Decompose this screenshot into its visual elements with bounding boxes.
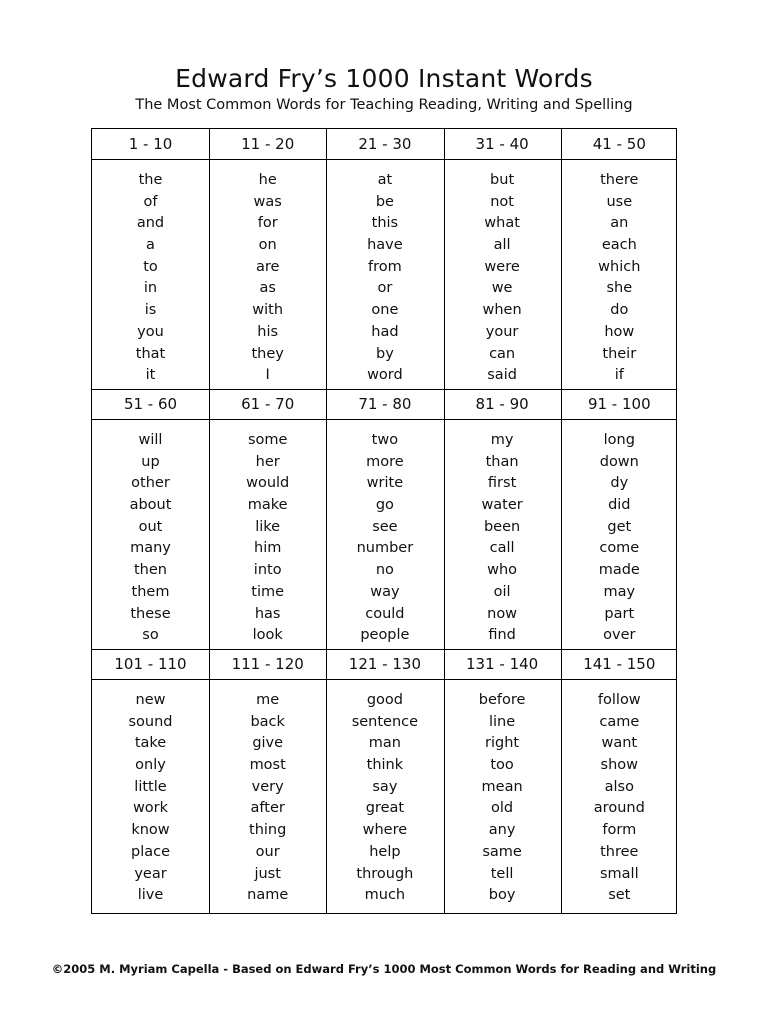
- word-item: a: [146, 237, 155, 254]
- word-item: would: [246, 475, 290, 492]
- word-item: at: [377, 172, 393, 188]
- word-item: that: [135, 345, 166, 362]
- word-item: it: [145, 367, 156, 384]
- word-item: came: [599, 713, 640, 730]
- word-column: [92, 690, 209, 907]
- word-item: in: [143, 280, 158, 297]
- word-item: each: [601, 237, 637, 254]
- word-item: know: [131, 822, 170, 839]
- word-item: with: [252, 302, 284, 319]
- word-item: look: [252, 627, 283, 644]
- range-header: 11 - 20: [241, 135, 295, 153]
- word-item: show: [600, 757, 639, 774]
- word-item: then: [134, 562, 167, 579]
- section-divider: [92, 649, 676, 650]
- range-header: 111 - 120: [231, 655, 304, 673]
- word-item: three: [600, 843, 639, 860]
- word-item: their: [602, 345, 637, 362]
- range-header: 21 - 30: [358, 135, 412, 153]
- word-item: he: [258, 172, 277, 188]
- word-item: before: [478, 692, 526, 708]
- word-item: set: [608, 887, 631, 904]
- word-item: down: [599, 453, 639, 470]
- word-item: sound: [128, 713, 173, 730]
- word-column: [561, 170, 678, 387]
- word-item: word: [367, 367, 403, 384]
- word-item: if: [614, 367, 624, 384]
- word-item: call: [489, 540, 515, 557]
- word-item: get: [607, 518, 632, 535]
- word-column: [444, 690, 561, 907]
- range-header: 141 - 150: [583, 655, 656, 673]
- word-item: him: [254, 540, 282, 557]
- word-item: time: [251, 583, 285, 600]
- word-item: long: [603, 432, 635, 448]
- word-column: [92, 430, 209, 647]
- word-item: go: [375, 497, 394, 514]
- word-item: them: [131, 583, 170, 600]
- word-column: [209, 690, 326, 907]
- word-item: some: [247, 432, 288, 448]
- word-item: take: [134, 735, 167, 752]
- word-item: all: [493, 237, 511, 254]
- word-item: think: [366, 757, 404, 774]
- word-column: [209, 170, 326, 387]
- word-item: write: [366, 475, 404, 492]
- word-item: so: [142, 627, 159, 644]
- range-header: 121 - 130: [348, 655, 421, 673]
- word-item: only: [135, 757, 166, 774]
- word-item: oil: [493, 583, 511, 600]
- word-item: our: [255, 843, 280, 860]
- word-item: about: [129, 497, 172, 514]
- word-item: number: [356, 540, 414, 557]
- word-column: [326, 170, 443, 387]
- word-item: did: [608, 497, 631, 514]
- word-item: were: [484, 258, 520, 275]
- word-item: can: [489, 345, 516, 362]
- word-item: tell: [490, 865, 514, 882]
- word-item: back: [250, 713, 285, 730]
- word-item: much: [364, 887, 406, 904]
- word-item: more: [366, 453, 404, 470]
- word-item: no: [375, 562, 394, 579]
- word-item: of: [143, 193, 158, 210]
- word-item: who: [487, 562, 518, 579]
- word-item: place: [130, 843, 170, 860]
- word-item: as: [259, 280, 276, 297]
- word-item: boy: [488, 887, 516, 904]
- word-item: my: [490, 432, 514, 448]
- word-item: now: [487, 605, 518, 622]
- word-item: make: [247, 497, 288, 514]
- word-item: are: [255, 258, 280, 275]
- word-item: up: [141, 453, 160, 470]
- word-item: like: [255, 518, 281, 535]
- word-item: say: [372, 778, 398, 795]
- word-item: there: [600, 172, 639, 188]
- word-item: was: [253, 193, 282, 210]
- word-item: form: [602, 822, 637, 839]
- word-item: first: [487, 475, 517, 492]
- range-header: 41 - 50: [592, 135, 646, 153]
- word-item: part: [604, 605, 635, 622]
- word-item: line: [489, 713, 516, 730]
- word-item: very: [251, 778, 284, 795]
- word-column: [92, 170, 209, 387]
- word-column: [561, 430, 678, 647]
- word-item: an: [610, 215, 629, 232]
- word-item: his: [257, 323, 279, 340]
- range-header: 31 - 40: [475, 135, 529, 153]
- word-item: I: [265, 367, 270, 384]
- word-item: do: [610, 302, 629, 319]
- word-item: the: [138, 172, 163, 188]
- word-item: on: [258, 237, 277, 254]
- word-item: way: [370, 583, 400, 600]
- word-item: through: [356, 865, 414, 882]
- word-item: after: [250, 800, 285, 817]
- word-item: new: [135, 692, 166, 708]
- word-item: had: [371, 323, 399, 340]
- word-item: most: [249, 757, 286, 774]
- word-item: live: [137, 887, 164, 904]
- word-column: [561, 690, 678, 907]
- range-header: 91 - 100: [587, 395, 651, 413]
- word-column: [326, 430, 443, 647]
- page-title: Edward Fry’s 1000 Instant Words: [175, 64, 593, 93]
- word-column: [209, 430, 326, 647]
- word-item: work: [132, 800, 169, 817]
- word-item: be: [375, 193, 394, 210]
- range-header: 131 - 140: [465, 655, 539, 673]
- header-divider: [92, 419, 676, 420]
- word-item: by: [375, 345, 394, 362]
- word-item: other: [131, 475, 170, 492]
- word-item: around: [593, 800, 645, 817]
- word-item: what: [484, 215, 520, 232]
- word-item: or: [377, 280, 393, 297]
- word-item: has: [254, 605, 281, 622]
- word-item: right: [485, 735, 520, 752]
- word-item: too: [490, 757, 514, 774]
- word-item: when: [482, 302, 522, 319]
- word-item: they: [251, 345, 284, 362]
- word-item: great: [365, 800, 405, 817]
- section-divider: [92, 389, 676, 390]
- word-item: follow: [597, 692, 641, 708]
- word-item: just: [254, 865, 281, 882]
- range-header: 71 - 80: [358, 395, 412, 413]
- word-column: [444, 430, 561, 647]
- page-subtitle: The Most Common Words for Teaching Reading, Writing and Spelling: [135, 97, 633, 113]
- word-item: could: [365, 605, 405, 622]
- word-item: you: [137, 323, 164, 340]
- word-item: give: [252, 735, 284, 752]
- word-column: [444, 170, 561, 387]
- word-item: from: [368, 258, 402, 275]
- word-item: name: [247, 887, 289, 904]
- word-item: thing: [249, 822, 287, 839]
- word-item: people: [360, 627, 410, 644]
- word-item: into: [253, 562, 282, 579]
- word-item: use: [606, 193, 633, 210]
- word-table: [91, 128, 677, 914]
- word-item: we: [491, 280, 513, 297]
- word-item: old: [491, 800, 514, 817]
- word-item: dy: [610, 475, 629, 492]
- word-item: made: [598, 562, 640, 579]
- word-item: see: [372, 518, 398, 535]
- word-item: these: [130, 605, 171, 622]
- word-item: sentence: [351, 713, 419, 730]
- word-item: come: [599, 540, 640, 557]
- word-item: also: [604, 778, 634, 795]
- word-item: good: [366, 692, 403, 708]
- word-item: me: [256, 692, 280, 708]
- word-item: help: [369, 843, 401, 860]
- word-item: one: [371, 302, 399, 319]
- word-item: will: [138, 432, 163, 448]
- word-item: this: [371, 215, 399, 232]
- header-divider: [92, 679, 676, 680]
- word-item: which: [598, 258, 641, 275]
- word-column: [326, 690, 443, 907]
- word-item: find: [488, 627, 516, 644]
- word-item: any: [488, 822, 516, 839]
- word-item: small: [599, 865, 639, 882]
- word-item: she: [606, 280, 633, 297]
- word-item: not: [490, 193, 514, 210]
- word-item: over: [603, 627, 636, 644]
- word-item: little: [134, 778, 167, 795]
- word-item: been: [483, 518, 521, 535]
- word-item: is: [144, 302, 157, 319]
- word-item: out: [138, 518, 163, 535]
- range-header: 101 - 110: [114, 655, 187, 673]
- word-item: two: [371, 432, 399, 448]
- word-item: how: [604, 323, 635, 340]
- word-item: mean: [481, 778, 523, 795]
- word-item: man: [368, 735, 401, 752]
- range-header: 81 - 90: [475, 395, 529, 413]
- word-item: for: [257, 215, 278, 232]
- word-item: her: [255, 453, 280, 470]
- word-item: said: [487, 367, 517, 384]
- word-item: year: [134, 865, 167, 882]
- word-item: than: [485, 453, 519, 470]
- copyright-footer: ©2005 M. Myriam Capella - Based on Edward Fry’s 1000 Most Common Words for Reading and Writing: [51, 962, 717, 976]
- word-item: to: [143, 258, 158, 275]
- range-header: 61 - 70: [241, 395, 295, 413]
- range-header: 51 - 60: [123, 395, 178, 413]
- header-divider: [92, 159, 676, 160]
- word-item: but: [490, 172, 515, 188]
- word-item: your: [485, 323, 519, 340]
- word-item: want: [601, 735, 638, 752]
- word-item: many: [130, 540, 171, 557]
- range-header: 1 - 10: [128, 135, 173, 153]
- word-item: and: [136, 215, 165, 232]
- word-item: may: [603, 583, 636, 600]
- word-item: water: [481, 497, 523, 514]
- word-item: have: [367, 237, 403, 254]
- word-item: same: [482, 843, 522, 860]
- word-item: where: [362, 822, 408, 839]
